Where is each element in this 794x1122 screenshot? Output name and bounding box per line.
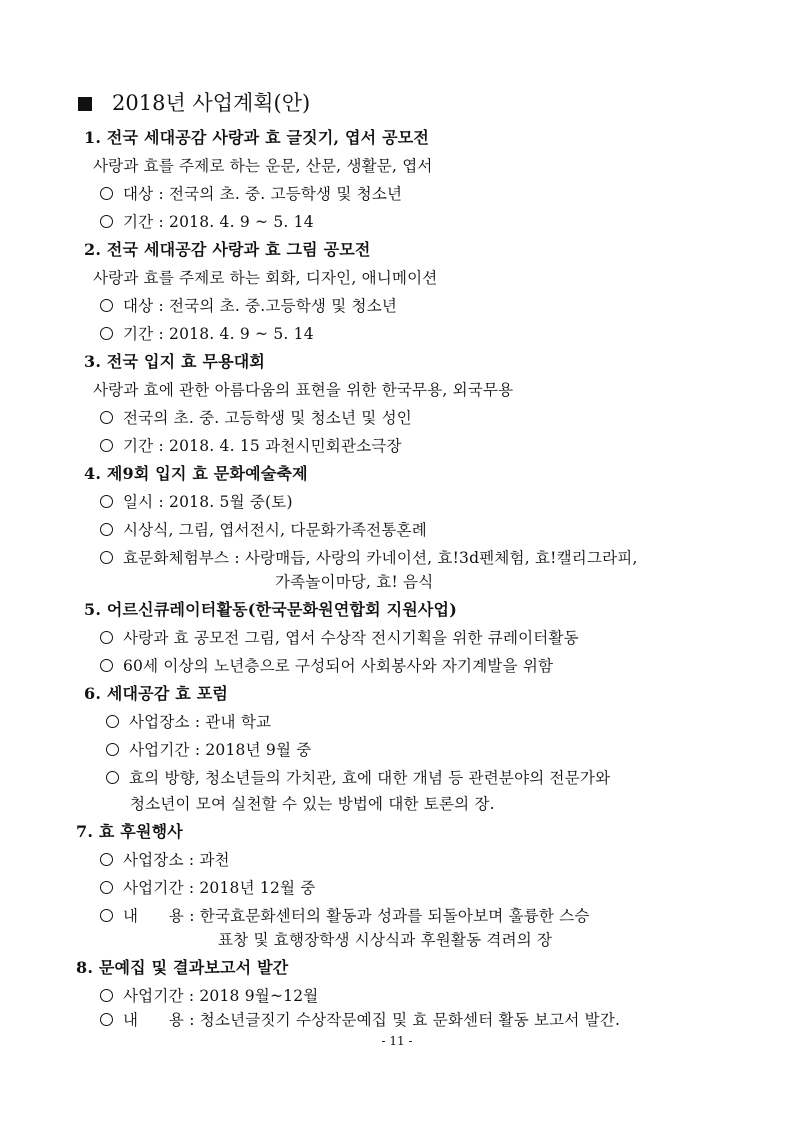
section-6-item-3 bbox=[106, 767, 610, 789]
item-text: 내 용 : 한국효문화센터의 활동과 성과를 되돌아보며 훌륭한 스승 bbox=[123, 907, 590, 925]
item-text: 내 용 : 청소년글짓기 수상작문예집 및 효 문화센터 활동 보고서 발간. bbox=[123, 1011, 621, 1029]
circle-bullet-icon bbox=[106, 743, 119, 756]
item-text: 사업장소 : 과천 bbox=[123, 851, 230, 869]
section-5-item-1 bbox=[100, 627, 579, 649]
item-text: 사업장소 : 관내 학교 bbox=[129, 713, 272, 731]
section-4-continuation: 가족놀이마당, 효! 음식 bbox=[275, 573, 434, 591]
section-7-item-2 bbox=[100, 877, 316, 899]
section-4-item-3 bbox=[100, 547, 638, 569]
black-square-icon bbox=[78, 97, 92, 111]
section-8-item-2 bbox=[100, 1009, 620, 1031]
item-text: 대상 : 전국의 초. 중.고등학생 및 청소년 bbox=[123, 297, 398, 315]
item-text: 사업기간 : 2018년 9월 중 bbox=[129, 741, 312, 759]
section-7-heading: 7. 효 후원행사 bbox=[76, 822, 183, 841]
circle-bullet-icon bbox=[100, 215, 113, 228]
item-text: 사랑과 효 공모전 그림, 엽서 수상작 전시기획을 위한 큐레이터활동 bbox=[123, 629, 579, 647]
circle-bullet-icon bbox=[100, 523, 113, 536]
section-3-item-1 bbox=[100, 407, 412, 429]
item-text: 시상식, 그림, 엽서전시, 다문화가족전통혼례 bbox=[123, 521, 427, 539]
section-3-item-2 bbox=[100, 435, 402, 457]
section-5-item-2 bbox=[100, 655, 553, 677]
section-5-heading: 5. 어르신큐레이터활동(한국문화원연합회 지원사업) bbox=[84, 600, 457, 619]
section-1-desc: 사랑과 효를 주제로 하는 운문, 산문, 생활문, 엽서 bbox=[93, 157, 433, 175]
circle-bullet-icon bbox=[100, 551, 113, 564]
page-title bbox=[78, 90, 310, 116]
section-4-heading: 4. 제9회 입지 효 문화예술축제 bbox=[84, 464, 308, 483]
circle-bullet-icon bbox=[100, 631, 113, 644]
section-7-item-1 bbox=[100, 849, 230, 871]
item-text: 일시 : 2018. 5월 중(토) bbox=[123, 493, 293, 511]
section-3-desc: 사랑과 효에 관한 아름다움의 표현을 위한 한국무용, 외국무용 bbox=[93, 381, 514, 399]
circle-bullet-icon bbox=[100, 187, 113, 200]
circle-bullet-icon bbox=[106, 715, 119, 728]
item-text: 사업기간 : 2018년 12월 중 bbox=[123, 879, 316, 897]
section-8-item-1 bbox=[100, 985, 318, 1007]
section-4-item-1 bbox=[100, 491, 293, 513]
section-6-continuation: 청소년이 모여 실천할 수 있는 방법에 대한 토론의 장. bbox=[130, 795, 495, 813]
section-6-heading: 6. 세대공감 효 포럼 bbox=[84, 684, 229, 703]
page-number: - 11 - bbox=[381, 1034, 413, 1048]
section-7-item-3 bbox=[100, 905, 590, 927]
item-text: 기간 : 2018. 4. 15 과천시민회관소극장 bbox=[123, 437, 402, 455]
item-text: 기간 : 2018. 4. 9 ~ 5. 14 bbox=[123, 213, 314, 231]
circle-bullet-icon bbox=[100, 495, 113, 508]
item-text: 기간 : 2018. 4. 9 ~ 5. 14 bbox=[123, 325, 314, 343]
section-8-heading: 8. 문예집 및 결과보고서 발간 bbox=[76, 958, 289, 977]
item-text: 전국의 초. 중. 고등학생 및 청소년 및 성인 bbox=[123, 409, 412, 427]
section-2-item-2 bbox=[100, 323, 314, 345]
circle-bullet-icon bbox=[100, 439, 113, 452]
section-6-item-2 bbox=[106, 739, 311, 761]
section-1-item-2 bbox=[100, 211, 314, 233]
circle-bullet-icon bbox=[100, 327, 113, 340]
section-4-item-2 bbox=[100, 519, 427, 541]
circle-bullet-icon bbox=[100, 659, 113, 672]
circle-bullet-icon bbox=[106, 771, 119, 784]
circle-bullet-icon bbox=[100, 989, 113, 1002]
section-3-heading: 3. 전국 입지 효 무용대회 bbox=[84, 352, 266, 371]
section-1-heading: 1. 전국 세대공감 사랑과 효 글짓기, 엽서 공모전 bbox=[84, 128, 430, 147]
item-text: 효문화체험부스 : 사랑매듭, 사랑의 카네이션, 효!3d펜체험, 효!캘리그라피, bbox=[123, 549, 638, 567]
circle-bullet-icon bbox=[100, 853, 113, 866]
item-text: 효의 방향, 청소년들의 가치관, 효에 대한 개념 등 관련분야의 전문가와 bbox=[129, 769, 611, 787]
page-title-text: 2018년 사업계획(안) bbox=[112, 91, 311, 115]
circle-bullet-icon bbox=[100, 909, 113, 922]
circle-bullet-icon bbox=[100, 299, 113, 312]
circle-bullet-icon bbox=[100, 881, 113, 894]
section-2-desc: 사랑과 효를 주제로 하는 회화, 디자인, 애니메이션 bbox=[93, 269, 438, 287]
item-text: 대상 : 전국의 초. 중. 고등학생 및 청소년 bbox=[123, 185, 403, 203]
section-2-item-1 bbox=[100, 295, 397, 317]
circle-bullet-icon bbox=[100, 1013, 113, 1026]
item-text: 60세 이상의 노년층으로 구성되어 사회봉사와 자기계발을 위함 bbox=[123, 657, 554, 675]
circle-bullet-icon bbox=[100, 411, 113, 424]
section-7-continuation: 표창 및 효행장학생 시상식과 후원활동 격려의 장 bbox=[218, 931, 553, 949]
section-1-item-1 bbox=[100, 183, 402, 205]
section-6-item-1 bbox=[106, 711, 271, 733]
item-text: 사업기간 : 2018 9월~12월 bbox=[123, 987, 319, 1005]
section-2-heading: 2. 전국 세대공감 사랑과 효 그림 공모전 bbox=[84, 240, 371, 259]
